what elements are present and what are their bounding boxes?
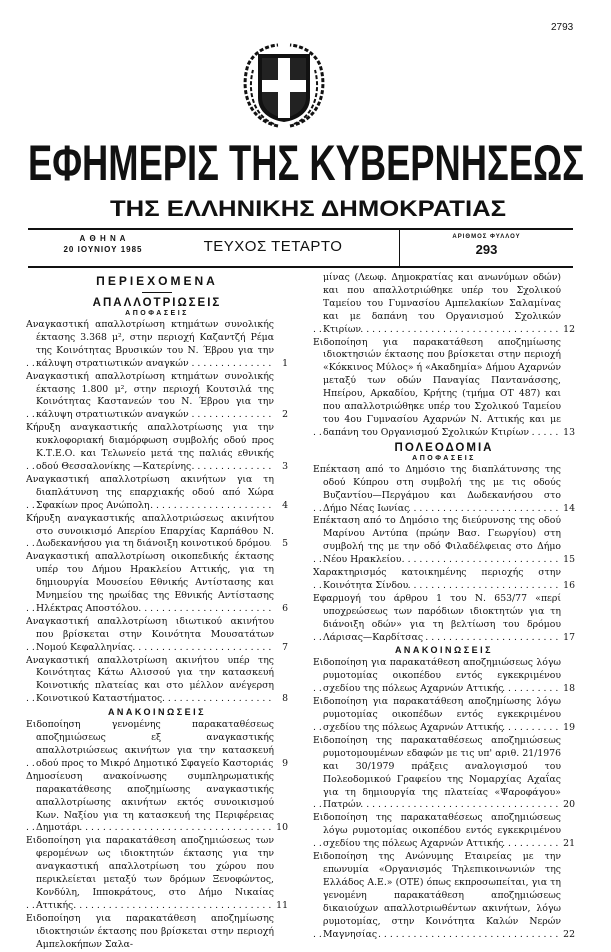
subsection-decisions: ΑΠΟΦΑΣΕΙΣ — [125, 310, 189, 317]
masthead — [26, 134, 586, 224]
section-announcements: ΑΝΑΚΟΙΝΩΣΕΙΣ — [394, 645, 494, 656]
contents-entry: Ειδοποίηση της παρακαταθέσεως αποζημιώσεως λόγω ρυμοτομίας οικοπέδου εντός εγκεκριμένου σχεδίου της πόλεως Αχαρνών Αττικής 21 . . . — [313, 812, 575, 851]
masthead-title: ΕΦΗΜΕΡΙΣ ΤΗΣ ΚΥΒΕΡΝΗΣΕΩΣ — [28, 135, 584, 191]
contents-entry: Κήρυξη αναγκαστικής απαλλοτριώσεως ακινήτου στο συνοικισμό Απερίου Επαρχίας Καρπάθου Ν. Δωδεκανήσου για τη διάνοιξη κοινοτικού δρόμου 5 . . . — [26, 513, 288, 552]
page-number: 2793 — [551, 22, 574, 33]
contents-title: ΠΕΡΙΕΧΟΜΕΝΑ — [96, 274, 218, 288]
contents-entry: Επέκταση από το Δημόσιο της διεύρυνσης της οδού Μαρίνου Αντύπα (πρώην Βασ. Γεωργίου) στη συμβολή της με την οδό Φιλαδέλφειας στο Δήμο Νέου Ηρακλείου 15 . . . — [313, 515, 575, 567]
issue-place-date — [28, 233, 178, 255]
contents-entry: Αναγκαστική απαλλοτρίωση κτημάτων συνολικής έκτασης 1.800 μ², στην περιοχή Κουτσιλά της Κοινότητας Καστανεών του Ν. Έβρου για την κάλυψη στρατιωτικών αναγκών 2 . . . — [26, 371, 288, 423]
issue-city: Α Θ Η Ν Α — [79, 234, 127, 243]
sheet-number: 293 — [475, 242, 498, 257]
contents-entry: Εφαρμογή του άρθρου 1 του Ν. 653/77 «περί υποχρεώσεως των παρόδιων ιδιοκτητών για τη διάνοιξη οδών» για τη βελτίωση του δρόμου Λάρισας—Καρδίτσας 17 . . . — [313, 593, 575, 645]
contents-entry: Αναγκαστική απαλλοτρίωση κτημάτων συνολικής έκτασης 3.368 μ², στην περιοχή Καζαντζή Ρέμα της Κοινότητας Βρυσικών του Ν. Έβρου για την κάλυψη στρατιωτικών αναγκών 1 . . . — [26, 319, 288, 371]
contents-entry: Χαρακτηρισμός κατοικημένης περιοχής στην Κοινότητα Σίνδου 16 . . . — [313, 567, 575, 593]
contents-entry: Κήρυξη αναγκαστικής απαλλοτρίωσης για την κυκλοφοριακή διαμόρφωση συμβολής οδού προς Κ.Τ.Ε.Ο. και Τελωνείο μετά της παλιάς εθνικής οδού Θεσσαλονίκης —Κατερίνης 3 . . . — [26, 422, 288, 474]
issue-sheet — [400, 234, 573, 257]
issue-volume: ΤΕΥΧΟΣ ΤΕΤΑΡΤΟ — [203, 238, 343, 255]
contents-entry: Αναγκαστική απαλλοτρίωση ακινήτων για τη διαπλάτυνση της επαρχιακής οδού από Χώρα Σφακίων προς Ανώπολη 4 . . . — [26, 474, 288, 513]
contents-entry: Ειδοποίηση γενομένης παρακαταθέσεως αποζημιώσεως εξ αναγκαστικής απαλλοτριώσεως ακινήτων για την κατασκευή οδού προς το Μικρό Δημοτικό Σφαγείο Καστοριάς 9 . . . — [26, 719, 288, 771]
contents-entry: Επέκταση από το Δημόσιο της διαπλάτυνσης της οδού Κύπρου στη συμβολή της με τις οδούς Βυζαντίου—Περγάμου και Δωδεκανήσου στο Δήμο Νέας Ιωνίας 14 . . . — [313, 464, 575, 516]
sheet-label: ΑΡΙΘΜΟΣ ΦΥΛΛΟΥ — [452, 234, 521, 240]
contents-right-column — [313, 272, 575, 941]
contents-entry: Ειδοποίηση για παρακατάθεση αποζημίωσης λόγω ρυμοτομίας οικοπέδων εντός εγκεκριμένου σχεδίου της πόλεως Αχαρνών Αττικής 19 . . . — [313, 696, 575, 735]
issue-date: 20 ΙΟΥΝΙΟΥ 1985 — [63, 245, 143, 254]
contents-entry: Αναγκαστική απαλλοτρίωση ιδιωτικού ακινήτου που βρίσκεται στην Κοινότητα Μουσατάτων Νομού Κεφαλληνίας 7 . . . — [26, 616, 288, 655]
contents-entry: Αναγκαστική απαλλοτρίωση οικοπεδικής έκτασης υπέρ του Δήμου Ηρακλείου Αττικής, για τη δημιουργία Μουσείου Εθνικής Αντίστασης και Μνημείου της ηρωίδας της Εθνικής Αντίστασης Ηλέκτρας Αποστόλου 6 . . . — [26, 551, 288, 616]
contents-entry: Δημοσίευση ανακοίνωσης συμπληρωματικής παρακατάθεσης αποζημίωσης αναγκαστικής απαλλοτρίωσης ακινήτων εκτός συνοικισμού Κων. Ναξίου για τη κατασκευή της Περιφέρειας Δημοτάρι 10 . . . — [26, 771, 288, 836]
subsection-decisions: ΑΠΟΦΑΣΕΙΣ — [412, 454, 476, 462]
contents-entry: Ειδοποίηση της παρακαταθέσεως αποζημιώσεως ρυμοτομουμένων εδαφών με τις υπ' αριθ. 21/1976 και 30/1979 πράξεις αναλογισμού του Πολεοδομικού Γραφείου της Νομαρχίας Αχαΐας για τη δημιουργία της πλατείας «Ψαροφάγου» Πατρών 20 . . . — [313, 735, 575, 812]
contents-left-column — [26, 272, 288, 952]
shield-cross-icon — [258, 54, 310, 122]
greek-coat-of-arms-emblem — [238, 40, 330, 132]
contents-entry: Αναγκαστική απαλλοτρίωση ακινήτου υπέρ της Κοινότητας Κάτω Αλισσού για την κατασκευή Κοινοτικής πλατείας και στο μέλλον ανέγερση Κοινοτικού Καταστήματος 8 . . . — [26, 655, 288, 707]
contents-entry: Ειδοποίηση για παρακατάθεση αποζημιώσεως των φερομένων ως ιδιοκτητών έκτασης για την αναγκαστική απαλλοτρίωση του χώρου που περικλείεται μεταξύ των δρόμων Ξενοφώντος, Κονδύλη, Ιπποκράτους, στο Δήμο Νικαίας Αττικής 11 . . . — [26, 835, 288, 912]
contents-entry-continued: μίνας (Λεωφ. Δημοκρατίας και ανωνύμων οδών) και που απαλλοτριώθηκε υπέρ του Σχολικού Ταμείου του Γυμνασίου Αμπελακίων Σαλαμίνας και με δαπάνη του Οργανισμού Σχολικών Κτιρίων 12 . . . — [313, 272, 575, 337]
masthead-subtitle: ΤΗΣ ΕΛΛΗΝΙΚΗΣ ΔΗΜΟΚΡΑΤΙΑΣ — [110, 196, 506, 221]
issue-header — [28, 228, 573, 268]
title-rule — [142, 292, 172, 293]
contents-entry: Ειδοποίηση για παρακατάθεση αποζημιώσεως λόγω ρυμοτομίας οικοπέδου εντός εγκεκριμένου σχεδίου της πόλεως Αχαρνών Αττικής 18 . . . — [313, 657, 575, 696]
section-announcements: ΑΝΑΚΟΙΝΩΣΕΙΣ — [107, 707, 207, 718]
contents-entry: Ειδοποίηση της Ανώνυμης Εταιρείας με την επωνυμία «Οργανισμός Τηλεπικοινωνιών της Ελλάδος Α.Ε.» (ΟΤΕ) όπως εκπροσωπείται, για τη γενομένη παρακατάθεση αποζημιώσεως δικαιούχων απαλλοτριωθέντων ακινήτων, λόγω ρυμοτομίας, στην Κοινότητα Καλών Νερών Μαγνησίας 22 . . . — [313, 851, 575, 941]
contents-entry: Ειδοποίηση για παρακατάθεση αποζημίωσης ιδιοκτησιών έκτασης που βρίσκεται στην περιοχή Αμπελοκήπων Σαλα- — [26, 912, 274, 950]
section-expropriations: ΑΠΑΛΛΟΤΡΙΩΣΕΙΣ — [92, 297, 222, 309]
section-urban-planning: ΠΟΛΕΟΔΟΜΙΑ — [394, 441, 494, 454]
contents-entry: Ειδοποίηση για παρακατάθεση αποζημίωσης ιδιοκτησιών έκτασης που βρίσκεται στην περιοχή «Κόκκινος Μύλος» ή «Ακαδημία» Δήμου Αχαρνών μεταξύ των οδών Παναγίας Παντανάσσης, Ηπείρου, Αρκαδίου, Κρήτης (τμήμα ΟΤ 487) και που απαλλοτριώθηκε υπέρ του Σχολικού Ταμείου του 4ου Γυμνασίου Αχαρνών Ν. Αττικής και με δαπάνη του Οργανισμού Σχολικών Κτιρίων 13 . . . — [313, 337, 575, 440]
